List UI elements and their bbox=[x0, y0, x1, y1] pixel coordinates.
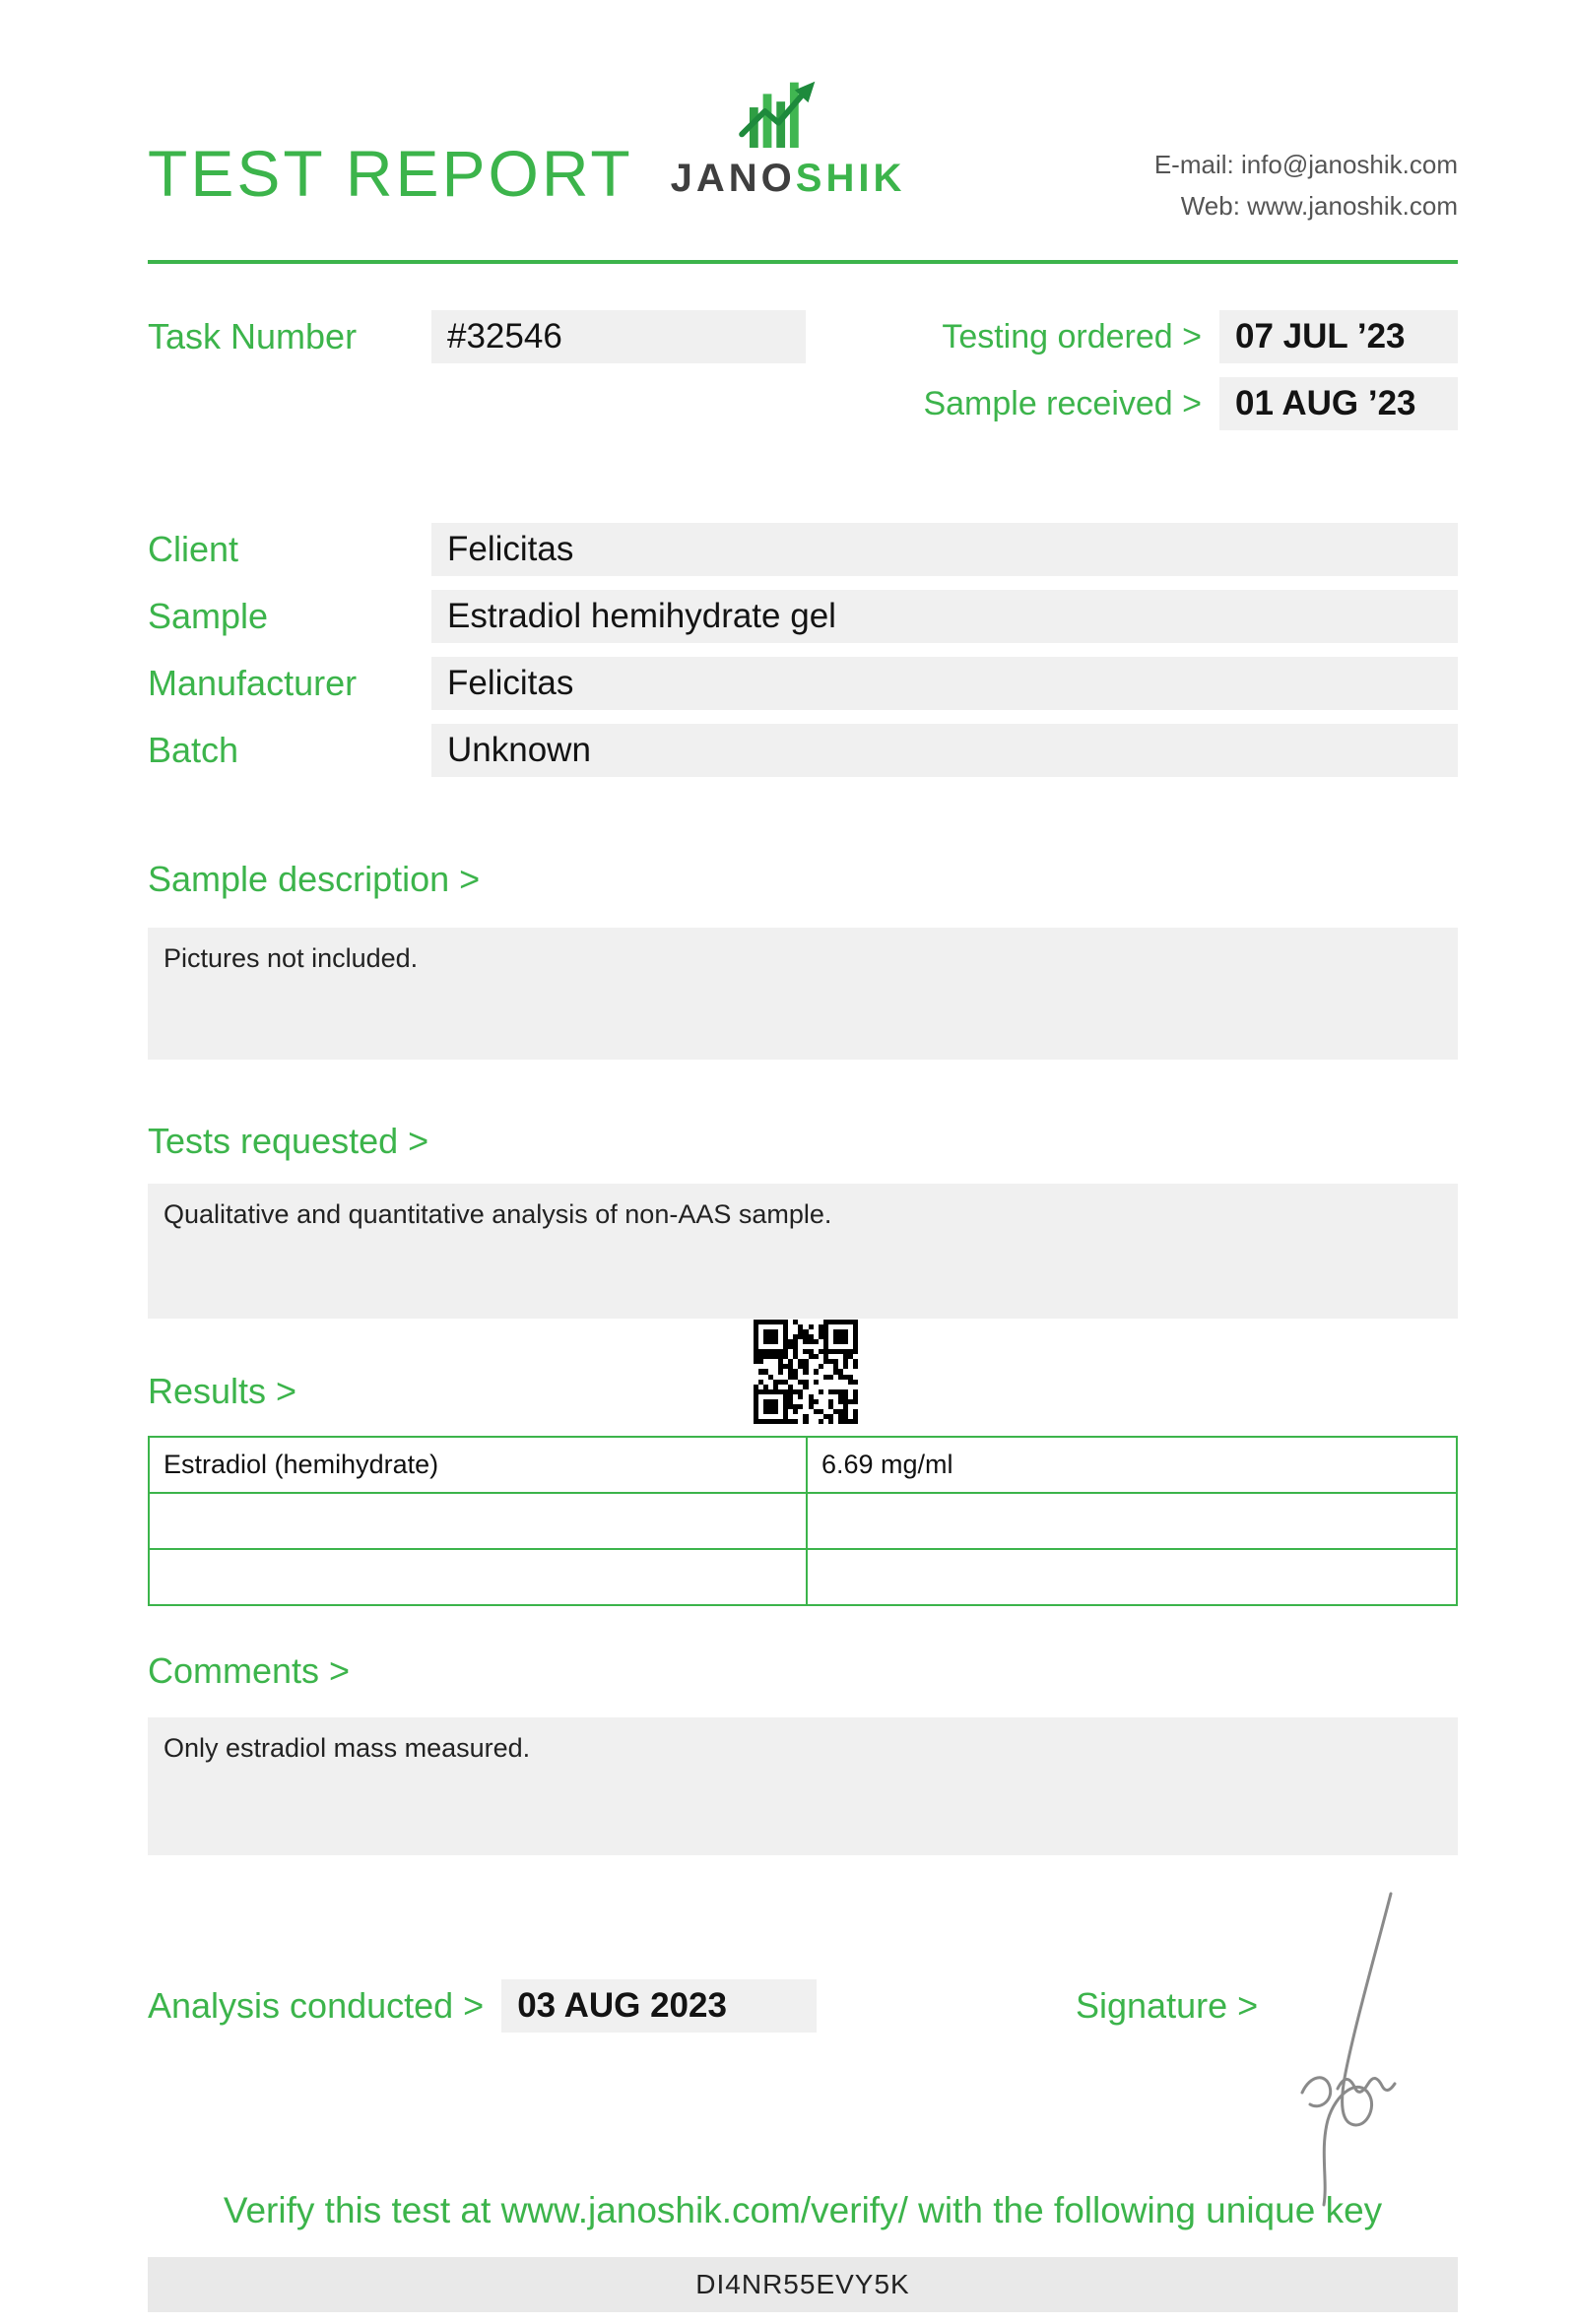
logo-wordmark-jano: JANO bbox=[670, 157, 796, 200]
results-table bbox=[148, 1436, 1458, 1606]
batch-row bbox=[148, 724, 1458, 777]
batch-value: Unknown bbox=[431, 724, 1458, 777]
result-name-cell bbox=[150, 1494, 808, 1548]
client-value: Felicitas bbox=[431, 523, 1458, 576]
sample-label: Sample bbox=[148, 596, 269, 636]
batch-label: Batch bbox=[148, 730, 239, 770]
task-number-label: Task Number bbox=[148, 316, 358, 356]
sample-description-box: Pictures not included. bbox=[148, 928, 1458, 1060]
result-row bbox=[150, 1548, 1456, 1604]
testing-ordered-row bbox=[942, 310, 1458, 363]
analysis-conducted-label: Analysis conducted > bbox=[148, 1985, 485, 2026]
testing-ordered-value: 07 JUL ’23 bbox=[1219, 310, 1458, 363]
testing-ordered-label: Testing ordered > bbox=[942, 317, 1202, 355]
sample-description-heading: Sample description > bbox=[148, 859, 481, 899]
tests-requested-heading: Tests requested > bbox=[148, 1121, 429, 1161]
results-heading: Results > bbox=[148, 1371, 297, 1411]
logo-wordmark-shik: SHIK bbox=[795, 157, 906, 200]
result-row bbox=[150, 1438, 1456, 1492]
header-divider bbox=[148, 260, 1458, 264]
manufacturer-value: Felicitas bbox=[431, 657, 1458, 710]
result-value-cell bbox=[808, 1550, 1456, 1604]
signature-scribble bbox=[1280, 1886, 1448, 2211]
qr-code bbox=[754, 1320, 858, 1424]
contact-web: Web: www.janoshik.com bbox=[1180, 191, 1458, 221]
unique-key: DI4NR55EVY5K bbox=[148, 2257, 1458, 2312]
logo-chart-icon bbox=[730, 69, 846, 150]
logo-wordmark bbox=[640, 157, 936, 201]
result-value-cell bbox=[808, 1494, 1456, 1548]
sample-details bbox=[148, 523, 1458, 791]
result-name-cell: Estradiol (hemihydrate) bbox=[150, 1438, 808, 1492]
sample-received-label: Sample received > bbox=[923, 384, 1202, 422]
tests-requested-box: Qualitative and quantitative analysis of non-AAS sample. bbox=[148, 1184, 1458, 1319]
task-number-value: #32546 bbox=[431, 310, 806, 363]
task-number-row bbox=[148, 310, 806, 363]
sample-row bbox=[148, 590, 1458, 643]
manufacturer-label: Manufacturer bbox=[148, 663, 358, 703]
result-row bbox=[150, 1492, 1456, 1548]
analysis-conducted-row bbox=[148, 1977, 817, 2034]
analysis-conducted-value: 03 AUG 2023 bbox=[501, 1979, 817, 2033]
signature-label: Signature > bbox=[1076, 1985, 1259, 2026]
result-name-cell bbox=[150, 1550, 808, 1604]
manufacturer-row bbox=[148, 657, 1458, 710]
comments-heading: Comments > bbox=[148, 1650, 351, 1691]
sample-value: Estradiol hemihydrate gel bbox=[431, 590, 1458, 643]
page-title: TEST REPORT bbox=[148, 137, 633, 210]
contact-block bbox=[1154, 144, 1458, 226]
result-value-cell: 6.69 mg/ml bbox=[821, 1450, 953, 1479]
comments-box: Only estradiol mass measured. bbox=[148, 1717, 1458, 1855]
client-row bbox=[148, 523, 1458, 576]
brand-logo bbox=[640, 69, 936, 201]
client-label: Client bbox=[148, 529, 239, 569]
contact-email: E-mail: info@janoshik.com bbox=[1153, 150, 1458, 179]
verify-instructions: Verify this test at www.janoshik.com/verify/ with the following unique key bbox=[223, 2190, 1383, 2230]
sample-received-row bbox=[923, 377, 1458, 430]
signature-label-wrap bbox=[1076, 1977, 1258, 2034]
sample-received-value: 01 AUG ’23 bbox=[1219, 377, 1458, 430]
